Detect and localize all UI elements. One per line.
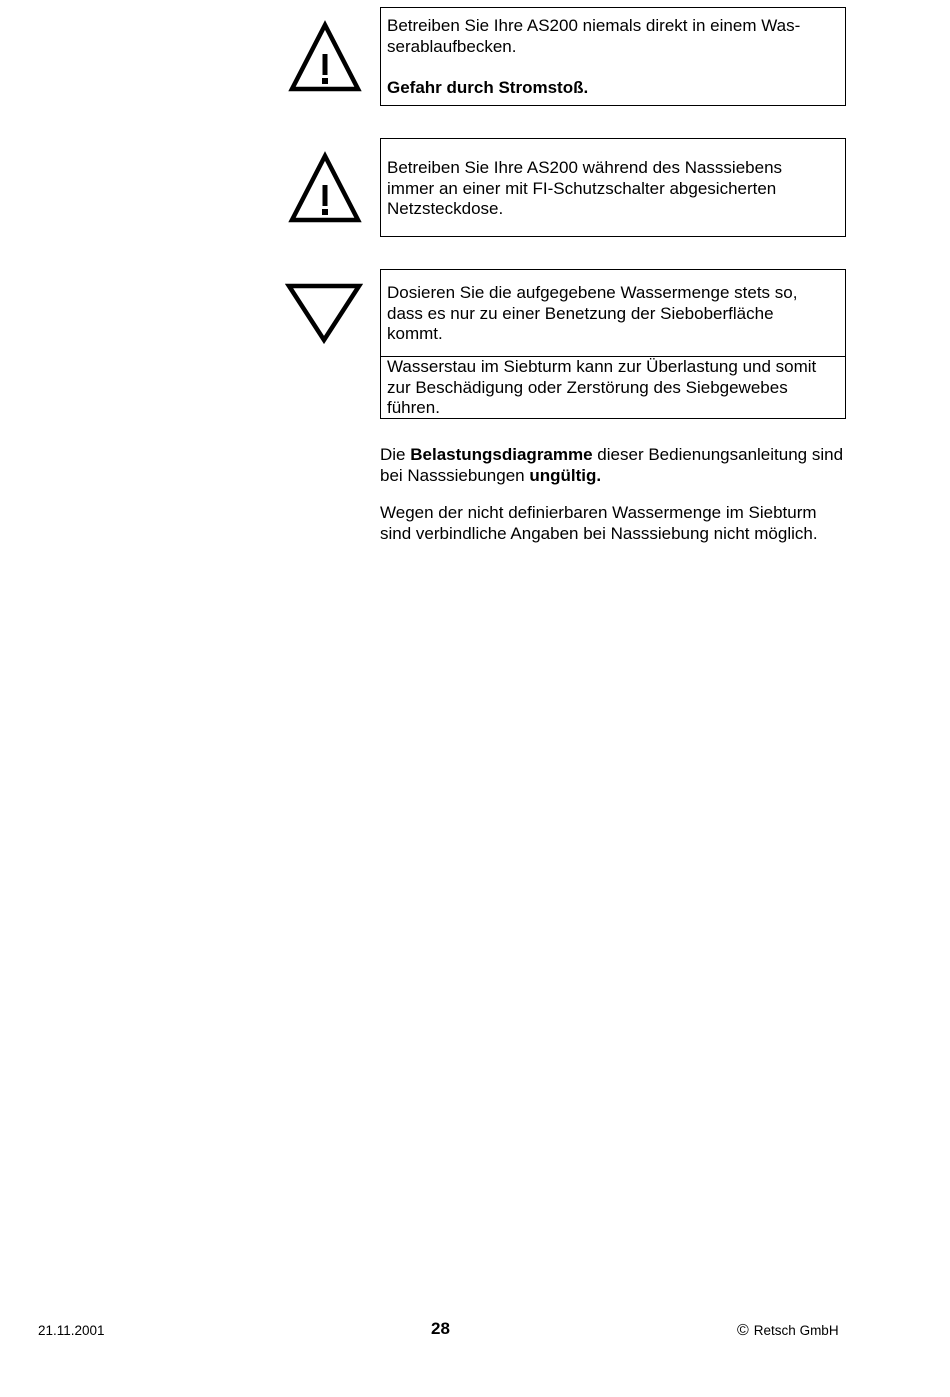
warning-text-line: Betreiben Sie Ihre AS200 niemals direkt in einem Was- [387,16,801,35]
warning-box-fi-switch [380,138,846,237]
text-line: sind verbindliche Angaben bei Nasssiebung nicht möglich. [380,523,818,543]
warning-triangle-icon [288,20,362,94]
warning-text-line: Betreiben Sie Ihre AS200 während des Nasssiebens [387,158,783,177]
caution-text-line: dass es nur zu einer Benetzung der Sieboberfläche [387,303,774,323]
warning-triangle-icon [288,151,362,225]
warning-text-line: Netzsteckdose. [387,199,504,218]
warning-text-line: serablaufbecken. [387,36,517,56]
footer-copyright [737,1322,839,1340]
warning-bold-text: Gefahr durch Stromstoß. [387,77,589,97]
company-name: Retsch GmbH [753,1323,839,1338]
warning-box-water-basin [380,7,846,106]
paragraph-load-diagrams [380,445,880,486]
bold-term: Belastungsdiagramme [410,445,593,464]
paragraph-water-amount [380,503,880,544]
bold-term: ungültig. [529,465,602,485]
caution-text-line: Wasserstau im Siebturm kann zur Überlastung und somit [387,357,817,376]
caution-box-consequence [381,356,845,419]
copyright-icon: © [737,1322,749,1339]
caution-text-line: führen. [387,398,440,417]
text-span: Die [380,445,411,464]
caution-text-line: zur Beschädigung oder Zerstörung des Siebgewebes [387,377,788,397]
footer-date: 21.11.2001 [38,1323,105,1338]
text-span: bei Nasssiebungen [380,465,530,485]
inverted-triangle-icon [285,281,363,345]
caution-text-line: kommt. [387,324,443,343]
warning-text-line: immer an einer mit FI-Schutzschalter abgesicherten [387,178,777,198]
caution-box-water-dosage [380,269,846,419]
text-line: Wegen der nicht definierbaren Wassermenge im Siebturm [380,503,817,522]
caution-text-line: Dosieren Sie die aufgegebene Wassermenge stets so, [387,283,798,302]
text-span: dieser Bedienungsanleitung sind [592,445,844,464]
page-number: 28 [431,1319,450,1338]
